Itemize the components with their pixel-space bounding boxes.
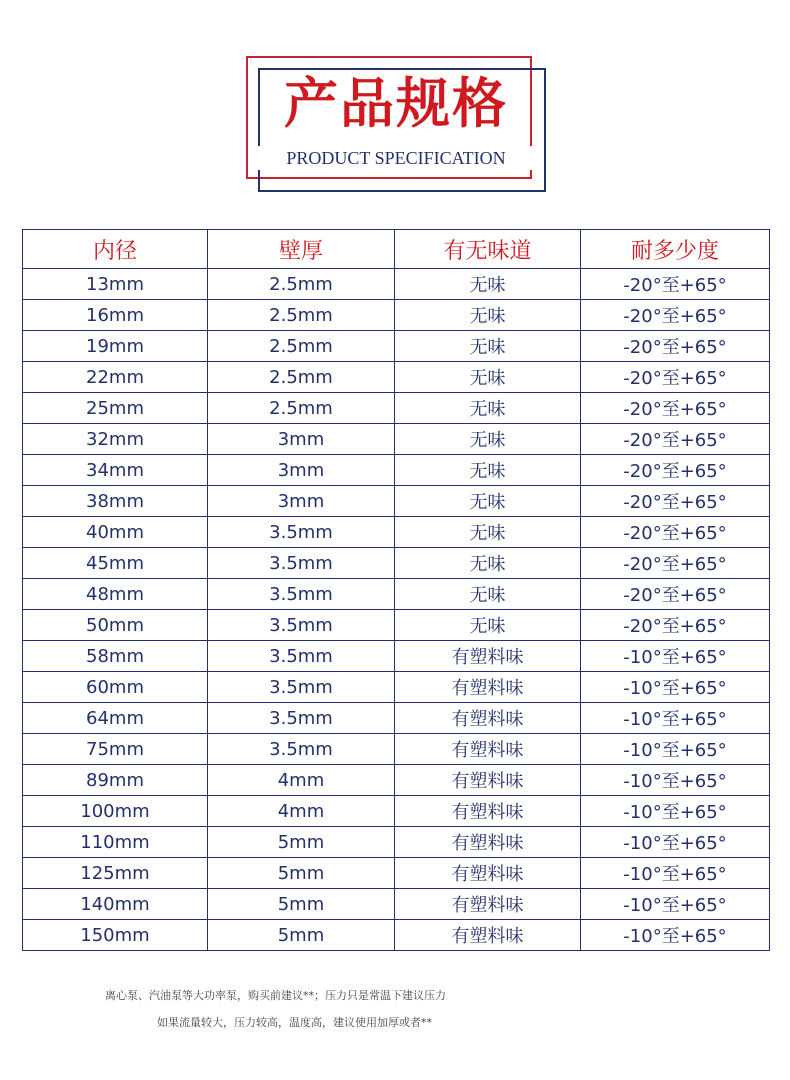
cell-temperature-range: -10°至+65° (581, 920, 770, 951)
cell-odor: 有塑料味 (395, 920, 581, 951)
cell-odor: 有塑料味 (395, 641, 581, 672)
cell-temperature-range: -20°至+65° (581, 269, 770, 300)
cell-wall-thickness: 3.5mm (208, 579, 395, 610)
cell-wall-thickness: 5mm (208, 827, 395, 858)
cell-wall-thickness: 4mm (208, 765, 395, 796)
header-inner-diameter: 内径 (23, 230, 208, 269)
cell-temperature-range: -20°至+65° (581, 331, 770, 362)
cell-odor: 无味 (395, 269, 581, 300)
cell-inner-diameter: 19mm (23, 331, 208, 362)
cell-odor: 无味 (395, 486, 581, 517)
cell-odor: 无味 (395, 300, 581, 331)
cell-temperature-range: -20°至+65° (581, 393, 770, 424)
cell-inner-diameter: 22mm (23, 362, 208, 393)
cell-inner-diameter: 64mm (23, 703, 208, 734)
cell-inner-diameter: 40mm (23, 517, 208, 548)
cell-wall-thickness: 3mm (208, 455, 395, 486)
cell-wall-thickness: 2.5mm (208, 362, 395, 393)
cell-temperature-range: -20°至+65° (581, 362, 770, 393)
table-row (23, 424, 770, 455)
cell-odor: 有塑料味 (395, 734, 581, 765)
cell-odor: 无味 (395, 517, 581, 548)
cell-inner-diameter: 32mm (23, 424, 208, 455)
cell-wall-thickness: 2.5mm (208, 331, 395, 362)
cell-inner-diameter: 38mm (23, 486, 208, 517)
table-row (23, 517, 770, 548)
spec-table (22, 229, 770, 951)
cell-temperature-range: -20°至+65° (581, 517, 770, 548)
header-odor: 有无味道 (395, 230, 581, 269)
cell-odor: 无味 (395, 393, 581, 424)
cell-temperature-range: -10°至+65° (581, 641, 770, 672)
table-row (23, 765, 770, 796)
table-row (23, 827, 770, 858)
cell-odor: 无味 (395, 579, 581, 610)
cell-inner-diameter: 25mm (23, 393, 208, 424)
cell-odor: 无味 (395, 331, 581, 362)
cell-wall-thickness: 5mm (208, 889, 395, 920)
cell-inner-diameter: 125mm (23, 858, 208, 889)
cell-inner-diameter: 89mm (23, 765, 208, 796)
table-row (23, 362, 770, 393)
cell-odor: 无味 (395, 362, 581, 393)
cell-odor: 无味 (395, 455, 581, 486)
table-row (23, 548, 770, 579)
cell-inner-diameter: 60mm (23, 672, 208, 703)
table-row (23, 610, 770, 641)
cell-odor: 无味 (395, 610, 581, 641)
header-temperature-range: 耐多少度 (581, 230, 770, 269)
spec-table-header (23, 230, 770, 269)
note-line-2: 如果流量较大，压力较高，温度高，建议使用加厚或者** (157, 1016, 432, 1029)
cell-wall-thickness: 2.5mm (208, 393, 395, 424)
cell-wall-thickness: 4mm (208, 796, 395, 827)
table-row (23, 455, 770, 486)
note-line-1: 离心泵、汽油泵等大功率泵，购买前建议**；压力只是常温下建议压力 (105, 989, 446, 1002)
cell-wall-thickness: 3.5mm (208, 517, 395, 548)
table-row (23, 796, 770, 827)
cell-temperature-range: -10°至+65° (581, 734, 770, 765)
table-row (23, 889, 770, 920)
cell-odor: 有塑料味 (395, 765, 581, 796)
cell-inner-diameter: 58mm (23, 641, 208, 672)
cell-temperature-range: -20°至+65° (581, 424, 770, 455)
cell-inner-diameter: 45mm (23, 548, 208, 579)
cell-inner-diameter: 150mm (23, 920, 208, 951)
cell-temperature-range: -20°至+65° (581, 300, 770, 331)
cell-inner-diameter: 48mm (23, 579, 208, 610)
cell-odor: 有塑料味 (395, 889, 581, 920)
cell-odor: 无味 (395, 548, 581, 579)
table-row (23, 734, 770, 765)
cell-temperature-range: -10°至+65° (581, 796, 770, 827)
cell-inner-diameter: 140mm (23, 889, 208, 920)
cell-temperature-range: -20°至+65° (581, 486, 770, 517)
cell-wall-thickness: 3.5mm (208, 641, 395, 672)
cell-temperature-range: -20°至+65° (581, 610, 770, 641)
cell-wall-thickness: 3.5mm (208, 703, 395, 734)
cell-temperature-range: -20°至+65° (581, 579, 770, 610)
page-subtitle: PRODUCT SPECIFICATION (256, 146, 536, 170)
cell-inner-diameter: 34mm (23, 455, 208, 486)
cell-wall-thickness: 3.5mm (208, 734, 395, 765)
cell-odor: 有塑料味 (395, 858, 581, 889)
cell-temperature-range: -20°至+65° (581, 548, 770, 579)
table-row (23, 486, 770, 517)
table-row (23, 858, 770, 889)
cell-inner-diameter: 50mm (23, 610, 208, 641)
table-row (23, 300, 770, 331)
cell-wall-thickness: 2.5mm (208, 269, 395, 300)
cell-wall-thickness: 3mm (208, 486, 395, 517)
cell-wall-thickness: 5mm (208, 920, 395, 951)
cell-inner-diameter: 100mm (23, 796, 208, 827)
cell-inner-diameter: 13mm (23, 269, 208, 300)
cell-odor: 有塑料味 (395, 672, 581, 703)
table-row (23, 641, 770, 672)
cell-odor: 有塑料味 (395, 827, 581, 858)
cell-odor: 有塑料味 (395, 796, 581, 827)
cell-wall-thickness: 3.5mm (208, 548, 395, 579)
cell-wall-thickness: 3mm (208, 424, 395, 455)
table-row (23, 672, 770, 703)
cell-inner-diameter: 16mm (23, 300, 208, 331)
cell-wall-thickness: 3.5mm (208, 672, 395, 703)
cell-temperature-range: -10°至+65° (581, 827, 770, 858)
cell-wall-thickness: 3.5mm (208, 610, 395, 641)
table-row (23, 331, 770, 362)
cell-temperature-range: -10°至+65° (581, 672, 770, 703)
cell-odor: 无味 (395, 424, 581, 455)
cell-inner-diameter: 75mm (23, 734, 208, 765)
cell-odor: 有塑料味 (395, 703, 581, 734)
table-row (23, 393, 770, 424)
cell-temperature-range: -10°至+65° (581, 858, 770, 889)
table-row (23, 269, 770, 300)
cell-temperature-range: -10°至+65° (581, 765, 770, 796)
cell-temperature-range: -20°至+65° (581, 455, 770, 486)
spec-table-body (23, 269, 770, 951)
cell-temperature-range: -10°至+65° (581, 889, 770, 920)
table-row (23, 703, 770, 734)
cell-wall-thickness: 5mm (208, 858, 395, 889)
header-wall-thickness: 壁厚 (208, 230, 395, 269)
cell-wall-thickness: 2.5mm (208, 300, 395, 331)
cell-temperature-range: -10°至+65° (581, 703, 770, 734)
table-row (23, 920, 770, 951)
table-row (23, 579, 770, 610)
page-title: 产品规格 (284, 72, 508, 135)
header-row (23, 230, 770, 269)
title-block (246, 56, 546, 192)
cell-inner-diameter: 110mm (23, 827, 208, 858)
